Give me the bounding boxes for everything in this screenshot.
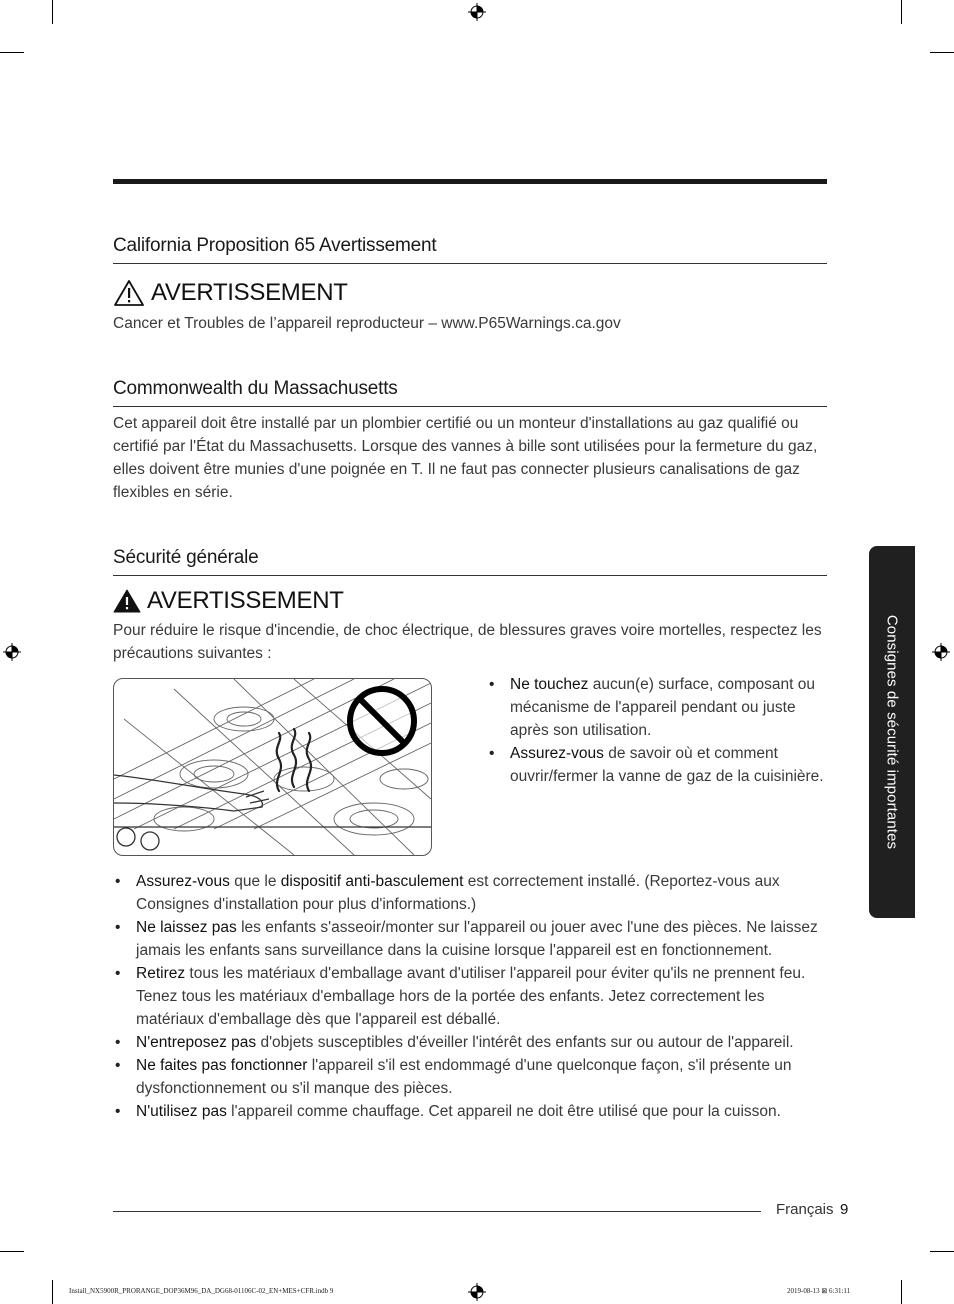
crop-mark [0, 1251, 24, 1252]
registration-mark-icon [3, 643, 21, 661]
crop-mark [0, 52, 24, 53]
general-intro: Pour réduire le risque d'incendie, de choc électrique, de blessures graves voire mortelles, respectez les précautions suivantes : [113, 622, 822, 662]
list-item: • N'entreposez pas d'objets susceptibles d'éveiller l'intérêt des enfants sur ou autour de l'appareil. [113, 1031, 827, 1054]
cooktop-illustration [113, 678, 432, 856]
list-item: • N'utilisez pas l'appareil comme chauffage. Cet appareil ne doit être utilisé que pour la cuisson. [113, 1100, 827, 1123]
side-bullet-list [487, 673, 827, 788]
massachusetts-title: Commonwealth du Massachusetts [113, 378, 827, 407]
side-tab-label: Consignes de sécurité importantes [883, 614, 901, 850]
list-item: • Ne touchez aucun(e) surface, composant ou mécanisme de l'appareil pendant ou juste après son utilisation. [487, 673, 827, 742]
crop-mark [901, 1280, 902, 1304]
hot-cooktop-image [114, 679, 431, 855]
crop-mark [901, 0, 902, 24]
prop65-warning-heading [113, 279, 348, 307]
header-rule [113, 179, 827, 184]
crop-mark [930, 1251, 954, 1252]
page-number: 9 [840, 1201, 849, 1218]
crop-mark [52, 0, 53, 24]
list-item: • Assurez-vous que le dispositif anti-basculement est correctement installé. (Reportez-vous aux Consignes d'installation pour plus d'informations.) [113, 870, 827, 916]
registration-mark-icon [468, 1283, 486, 1301]
warning-label: AVERTISSEMENT [151, 279, 348, 306]
warning-label: AVERTISSEMENT [147, 587, 344, 614]
print-slug-timestamp: 2019-08-13 ⊠ 6:31:11 [787, 1287, 851, 1295]
list-item: • Retirez tous les matériaux d'emballage avant d'utiliser l'appareil pour éviter qu'ils ne prennent feu. Tenez tous les matériaux d'emballage hors de la portée des enfants. Jetez correctement les matériaux d'emballage dès que l'appareil est déballé. [113, 962, 827, 1031]
prop65-text: Cancer et Troubles de l’appareil reproducteur – www.P65Warnings.ca.gov [113, 315, 621, 332]
prohibited-icon [350, 689, 414, 753]
print-slug-file: Install_NX5900R_PRORANGE_DOP36M96_DA_DG68-01106C-02_EN+MES+CFR.indb 9 [69, 1287, 334, 1295]
massachusetts-text: Cet appareil doit être installé par un plombier certifié ou un monteur d'installations au gaz qualifié ou certifié par l'État du Massachusetts. Lorsque des vannes à bille sont utilisées pour la fermeture du gaz, elles doivent être munies d'une poignée en T. Il ne faut pas connecter plusieurs canalisations de gaz flexibles en série. [113, 415, 818, 501]
registration-mark-icon [468, 3, 486, 21]
warning-filled-icon [113, 589, 141, 613]
safety-bullet-list [113, 870, 827, 1123]
footer-language: Français [776, 1201, 834, 1218]
prop65-title: California Proposition 65 Avertissement [113, 235, 827, 264]
list-item: • Ne faites pas fonctionner l'appareil s'il est endommagé d'une quelconque façon, s'il présente un dysfonctionnement ou s'il manque des pièces. [113, 1054, 827, 1100]
registration-mark-icon [932, 643, 950, 661]
crop-mark [52, 1280, 53, 1304]
list-item: • Assurez-vous de savoir où et comment ouvrir/fermer la vanne de gaz de la cuisinière. [487, 742, 827, 788]
warning-outline-icon [113, 279, 145, 307]
general-safety-title: Sécurité générale [113, 547, 827, 576]
crop-mark [930, 52, 954, 53]
list-item: • Ne laissez pas les enfants s'asseoir/monter sur l'appareil ou jouer avec l'une des pièces. Ne laissez jamais les enfants sans surveillance dans la cuisine lorsque l'appareil est en fonctionnement. [113, 916, 827, 962]
footer-rule [113, 1211, 761, 1212]
general-warning-heading [113, 587, 344, 615]
chapter-side-tab [869, 546, 915, 918]
